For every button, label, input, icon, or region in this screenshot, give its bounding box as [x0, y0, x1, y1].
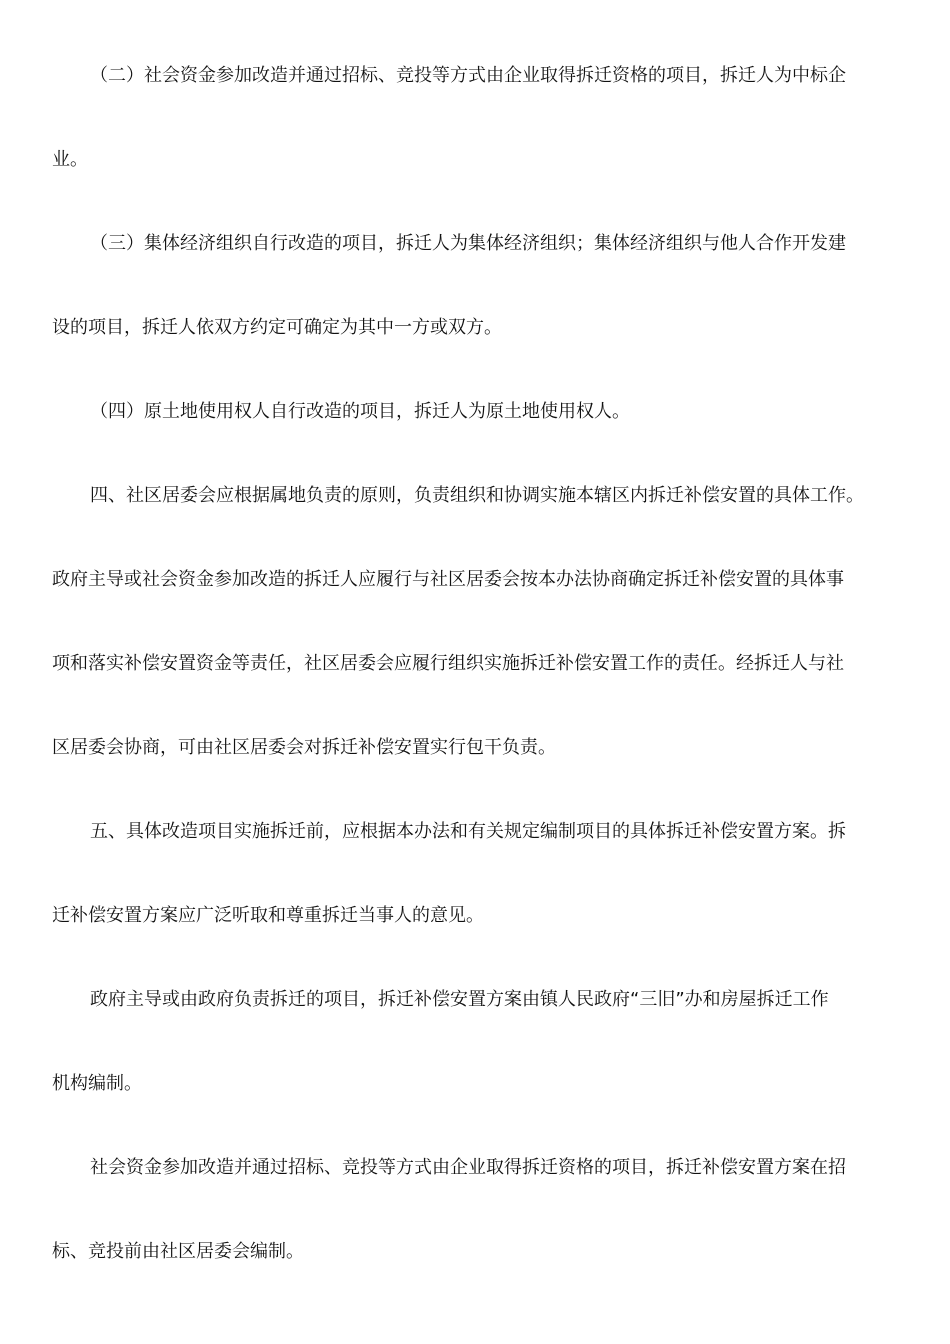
paragraph-line: （三）集体经济组织自行改造的项目，拆迁人为集体经济组织；集体经济组织与他人合作开发建	[90, 233, 846, 254]
paragraph-line: 项和落实补偿安置资金等责任，社区居委会应履行组织实施拆迁补偿安置工作的责任。经拆迁人与社	[52, 653, 844, 674]
paragraph-line: 社会资金参加改造并通过招标、竞投等方式由企业取得拆迁资格的项目，拆迁补偿安置方案在招	[90, 1157, 846, 1178]
paragraph-line: 标、竞投前由社区居委会编制。	[52, 1241, 304, 1262]
paragraph-line: 机构编制。	[52, 1073, 142, 1094]
paragraph-line: 设的项目，拆迁人依双方约定可确定为其中一方或双方。	[52, 317, 502, 338]
paragraph-line: 四、社区居委会应根据属地负责的原则，负责组织和协调实施本辖区内拆迁补偿安置的具体工作。	[90, 485, 864, 506]
paragraph-line: 区居委会协商，可由社区居委会对拆迁补偿安置实行包干负责。	[52, 737, 556, 758]
paragraph-line: 迁补偿安置方案应广泛听取和尊重拆迁当事人的意见。	[52, 905, 484, 926]
paragraph-line: 业。	[52, 149, 88, 170]
paragraph-line: 五、具体改造项目实施拆迁前，应根据本办法和有关规定编制项目的具体拆迁补偿安置方案。拆	[90, 821, 846, 842]
paragraph-line: （二）社会资金参加改造并通过招标、竞投等方式由企业取得拆迁资格的项目，拆迁人为中标企	[90, 65, 846, 86]
paragraph-line: 政府主导或社会资金参加改造的拆迁人应履行与社区居委会按本办法协商确定拆迁补偿安置的具体事	[52, 569, 844, 590]
paragraph-line: 政府主导或由政府负责拆迁的项目，拆迁补偿安置方案由镇人民政府“三旧”办和房屋拆迁工作	[90, 989, 829, 1010]
document-body	[52, 48, 902, 1308]
paragraph-line: （四）原土地使用权人自行改造的项目，拆迁人为原土地使用权人。	[90, 401, 630, 422]
